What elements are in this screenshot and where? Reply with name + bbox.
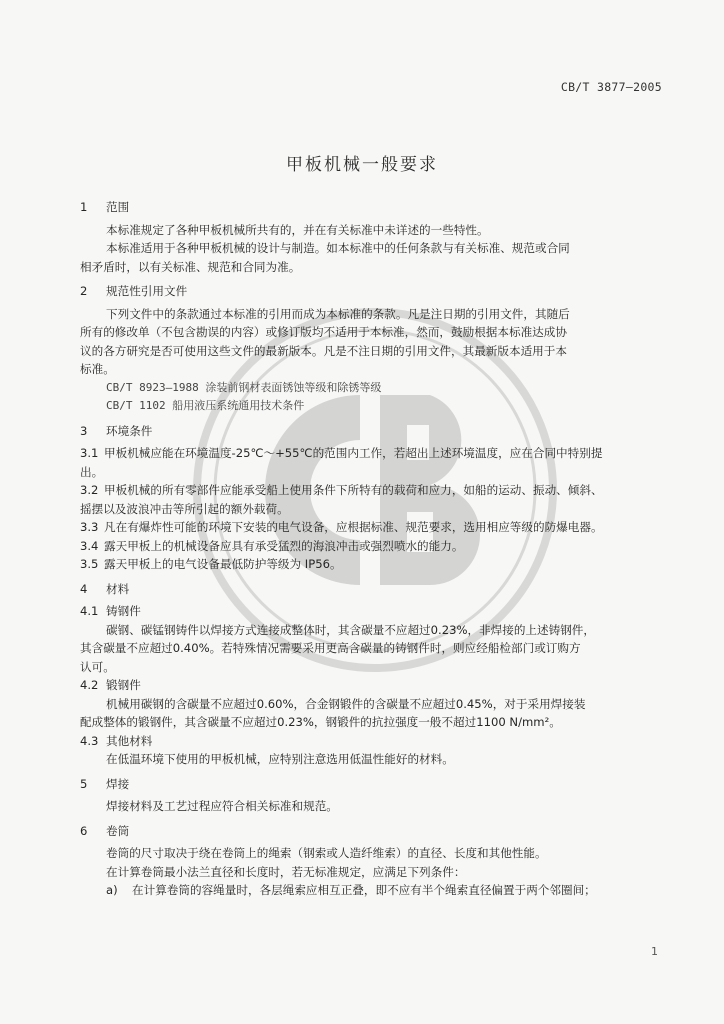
paragraph-continuation: 出。 — [80, 464, 104, 479]
paragraph: 机械用碳钢的含碳量不应超过0.60%，合金钢锻件的含碳量不应超过0.45%，对于采用焊接装 — [106, 696, 586, 711]
page-number: 1 — [651, 945, 658, 958]
document-body — [80, 198, 664, 900]
list-item-a: a) 在计算卷筒的容绳量时，各层绳索应相互正叠，即不应有半个绳索直径偏置于两个邻圈间； — [106, 883, 596, 897]
paragraph: 本标准适用于各种甲板机械的设计与制造。如本标准中的任何条款与有关标准、规范或合同 — [106, 241, 570, 255]
section-heading-4: 4 材料 — [80, 581, 130, 596]
section-heading-6: 6 卷筒 — [80, 823, 130, 838]
normative-reference: CB/T 8923—1988 涂装前钢材表面锈蚀等级和除锈等级 — [106, 380, 382, 394]
paragraph-continuation: 相矛盾时，以有关标准、规范和合同为准。 — [80, 259, 301, 274]
clause-3-1: 3.1 甲板机械应能在环境温度-25℃～+55℃的范围内工作，若超出上述环境温度，应在合同中特别提 — [80, 446, 603, 460]
normative-reference: CB/T 1102 船用液压系统通用技术条件 — [106, 399, 305, 412]
paragraph-continuation: 议的各方研究是否可使用这些文件的最新版本。凡是不注日期的引用文件，其最新版本适用于本 — [80, 343, 567, 358]
paragraph-continuation: 认可。 — [80, 659, 115, 674]
section-heading-2: 2 规范性引用文件 — [80, 284, 188, 298]
paragraph: 卷筒的尺寸取决于绕在卷筒上的绳索（钢索或人造纤维索）的直径、长度和其他性能。 — [106, 846, 547, 860]
subsection-heading-4-2: 4.2 锻钢件 — [80, 678, 141, 692]
standard-code: CB/T 3877—2005 — [560, 80, 662, 94]
clause-3-5: 3.5 露天甲板上的电气设备最低防护等级为 IP56。 — [80, 557, 342, 571]
paragraph: 焊接材料及工艺过程应符合相关标准和规范。 — [106, 799, 338, 813]
paragraph: 本标准规定了各种甲板机械所共有的，并在有关标准中未详述的一些特性。 — [106, 222, 489, 237]
clause-3-4: 3.4 露天甲板上的机械设备应具有承受猛烈的海浪冲击或强烈喷水的能力。 — [80, 538, 464, 553]
section-heading-1: 1 范围 — [80, 200, 130, 214]
section-heading-3: 3 环境条件 — [80, 423, 153, 438]
paragraph-continuation: 配成整体的锻钢件，其含碳量不应超过0.23%，钢锻件的抗拉强度一般不超过1100 N/mm²。 — [80, 715, 561, 729]
paragraph: 在低温环境下使用的甲板机械，应特别注意选用低温性能好的材料。 — [106, 752, 454, 766]
clause-3-3: 3.3 凡在有爆炸性可能的环境下安装的电气设备，应根据标准、规范要求，选用相应等级的防爆电器。 — [80, 520, 603, 534]
clause-3-2: 3.2 甲板机械的所有零部件应能承受船上使用条件下所特有的载荷和应力，如船的运动、振动、倾斜、 — [80, 483, 603, 497]
paragraph: 下列文件中的条款通过本标准的引用而成为本标准的条款。凡是注日期的引用文件，其随后 — [106, 306, 570, 321]
document-title: 甲板机械一般要求 — [286, 155, 438, 175]
section-heading-5: 5 焊接 — [80, 776, 130, 791]
paragraph-continuation: 所有的修改单（不包含勘误的内容）或修订版均不适用于本标准，然而，鼓励根据本标准达成协 — [80, 325, 567, 339]
paragraph-continuation: 其含碳量不应超过0.40%。若特殊情况需要采用更高含碳量的铸钢件时，则应经船检部门或订购方 — [80, 641, 581, 655]
paragraph: 在计算卷筒最小法兰直径和长度时，若无标准规定，应满足下列条件： — [106, 864, 466, 879]
paragraph: 碳钢、碳锰钢铸件以焊接方式连接成整体时，其含碳量不应超过0.23%，非焊接的上述铸钢件， — [106, 622, 595, 637]
paragraph-continuation: 摇摆以及波浪冲击等所引起的额外载荷。 — [80, 501, 289, 516]
paragraph-continuation: 标准。 — [80, 362, 115, 376]
subsection-heading-4-1: 4.1 铸钢件 — [80, 604, 141, 618]
subsection-heading-4-3: 4.3 其他材料 — [80, 733, 153, 748]
